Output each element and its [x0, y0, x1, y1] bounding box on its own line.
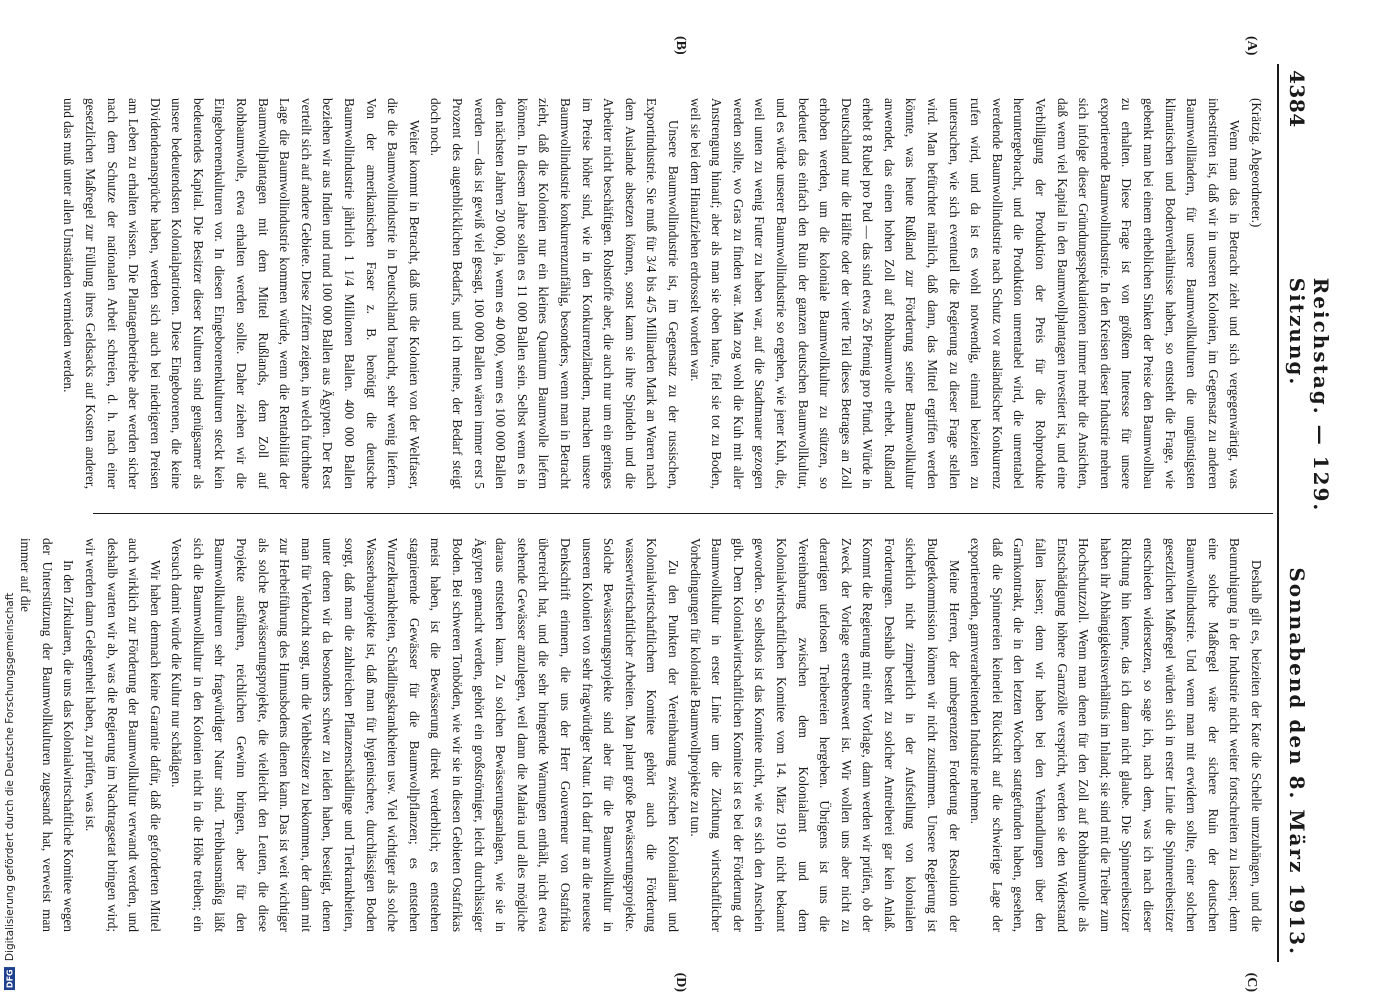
dfg-logo: DFG	[5, 969, 15, 988]
page-number: 4384	[1285, 70, 1309, 128]
speaker-heading: (Krätzig. Abgeordneter.)	[1249, 98, 1264, 228]
margin-mark-a: (A)	[1244, 36, 1259, 56]
paragraph: Unsere Baumwollindustrie ist, im Gegensatz zu der russischen, Exportindustrie. Sie muß für 3/4 bis 4/5 Milliarden Mark an Waren nach dem Auslande absetzen können, sonst kann sie ihre Spindeln und die Arbeiter nicht beschäftigen. Rohstoffe aber, die auch nur um ein geringes im Preise höher sind, wie in den Konkurrenzländern, machen unsere Baumwollindustrie konkurrenzunfähig, besonders, wenn man in Betracht zieht, daß die Kolonien nur ein kleines Quantum Baumwolle liefern können. In diesem Jahre sollen es 11 000 Ballen sein. Selbst wenn es in den nächsten Jahren 20 000, ja, wenn es 40 000, wenn es 100 000 Ballen werden — das ist gewiß viel gesagt, 100 000 Ballen wären immer erst 5 Prozent des augenblicklichen Bedarfs, und ich meine, der Bedarf steigt doch noch.	[428, 98, 681, 489]
page-header	[1277, 64, 1333, 962]
margin-mark-d: (D)	[673, 972, 688, 992]
session-date: Sonnabend den 8. März 1913.	[1285, 567, 1309, 956]
digitization-note: Digitalisierung gefördert durch die Deutsche Forschungsgemeinschaft	[4, 592, 16, 962]
paragraph: Deshalb gilt es, beizeiten der Kate die Schelle umzuhängen, und die Beunruhigung in der Industrie nicht weiter fortschreiten zu lassen; denn eine solche Maßregel wäre der sichere Ruin der deutschen Baumwollindustrie. Und wenn man mit erwidern sollte, einer solchen gesetzlichen Maßregel würden sich in erster Linie die Spinnereibesitzer entschieden widersetzen, so sage ich, nach dem, was ich nach dieser Richtung hin kenne, das ich daran nicht glaube. Die Spinnereibesitzer haben ihr Abhängigkeitsverhältnis im Inland; sie sind mit die Treiber zum Hochschutzzoll. Wenn man denen für den Zoll auf Rohbaumwolle als Entschädigung höhere Garnzölle verspricht, werden sie den Widerstand fallen lassen; denn wir haben bei den Verhandlungen über den Garnkontrakt, die in den letzten Wochen stattgefunden haben, gesehen, daß die Spinnereien keinerlei Rücksicht auf die schwierige Lage der exportierenden, garnverarbeitenden Industrie nehmen.	[968, 538, 1264, 932]
paragraph: Meine Herren, der umbegrenzten Forderung der Resolution der Budgetkommission können wir nicht zustimmen. Unsere Regierung ist sicherlich nicht zimperlich in der Aufstellung von kolonialen Forderungen. Deshalb besteht zu solcher Antreiberei gar kein Anlaß. Kommt die Regierung mit einer Vorlage, dann werden wir prüfen, ob der Zweck der Vorlage erstrebenswert ist. Wir wollen uns aber nicht zu derartigen uferlosen Treibereien hergeben. Übrigens ist uns die Vereinbarung zwischen dem Kolonialamt und dem Kolonialwirtschaftlichen Komitee vom 14. März 1910 nicht bekannt geworden. So selbstlos ist das Komitee nicht, wie es sich den Anschein gibt. Dem Kolonialwirtschaftlichen Komitee ist es bei der Förderung der Baumwollkultur in erster Linie um die Züchtung wirtschaftlicher Vorbedingungen für koloniale Baumwollprojekte zu tun.	[687, 538, 962, 932]
margin-mark-b: (B)	[673, 36, 688, 55]
paragraph: Weiter kommt in Betracht, daß uns die Kolonien von der Weltfaser, die die Baumwollindustrie in Deutschland braucht, sehr wenig liefern. Von der amerikanischen Faser z. B. benötigt die deutsche Baumwollindustrie jährlich 1 1/4 Millionen Ballen. 400 000 Ballen beziehen wir aus Indien und rund 100 000 Ballen aus Ägypten. Der Rest verteilt sich auf andere Gebiete. Diese Ziffern zeigen, in welch furchtbare Lage die Baumwollindustrie kommen würde, wenn die Rentabilität der Baumwollplantagen mit dem Mittel Rußlands, dem Zoll auf Rohbaumwolle, etwa erhalten werden sollte. Daher ziehen wir die Eingeborenenkulturen vor. In diesen Eingeborenenkulturen steckt kein bedeutendes Kapital. Die Besitzer dieser Kulturen sind genügsamer als unsere bedeutendsten Kolonialpatrioten. Diese Eingeborenen, die keine Dividendenansprüche haben, werden sich auch bei niedrigeren Preisen am Leben zu erhalten wissen. Die Plantagenbetriebe aber werden sicher nach dem Schutze der nationalen Arbeit schreien, d. h. nach einer gesetzlichen Maßregel zur Füllung ihres Geldsacks auf Kosten anderer, und das muß unter allen Umständen vermieden werden.	[61, 98, 422, 489]
right-column	[18, 513, 1273, 962]
session-title: Reichstag. — 129. Sitzung.	[1285, 277, 1333, 513]
paragraph: Wenn man das in Betracht zieht und sich vergegenwärtigt, was inbestritten ist, daß wir in unseren Kolonien, im Gegensatz zu anderen Baumwollländern, für unsere Baumwollkulturen die ungünstigsten klimatischen und Bodenverhältnisse haben, so entsteht die Frage, wie gebenkt man bei einem erheblichen Sinken der Preise den Baumwollbau zu erhalten. Diese Frage ist von größtem Interesse für unsere exportierende Baumwollindustrie. In den Kreisen dieser Industrie mehren sich infolge dieser Gründungsspekulationen immer mehr die Ansichten, daß wenn viel Kapital in den Baumwollplantagen investiert ist, und eine Verbilligung der Produktion der Preis für die Rohprodukte heruntergebracht, und die Produktion unrentabel wird, die unrentabel werdende Baumwollindustrie nach Schutz vor ausländischer Konkurrenz rufen wird, und da ist es wohl notwendig, einmal beizeiten zu untersuchen, wie sich eventuell die Regierung zu dieser Frage stellen wird. Man befürchtet nämlich, daß dann, das Mittel ergriffen werden könnte, was heute Rußland zur Förderung seiner Baumwollkultur anwendet, das einen hohen Zoll auf Rohbaumwolle erhebt. Rußland erhebt 8 Rubel pro Pud — das sind etwa 26 Pfennig pro Pfund. Würde in Deutschland nur die Hälfte oder der vierte Teil dieses Betrages an Zoll erhoben werden, um die koloniale Baumwollkultur zu stützen, so bedeutet das einfach den Ruin der ganzen deutschen Baumwollkultur, und es würde unserer Baumwollindustrie so ergehen, wie jener Kuh, die, weil unten zu wenig Futter zu haben war, auf die Stadtmauer gezogen werden sollte, wo Gras zu finden war. Man zog wohl die Kuh mit aller Anstrengung hinauf; aber als man sie oben hatte, fiel sie tot zu Boden, weil sie bei dem Hinaufziehen erdrosselt worden war.	[687, 98, 1243, 489]
left-column	[61, 64, 1273, 513]
paragraph: Zu den Punkten der Vereinbarung zwischen Kolonialamt und Kolonialwirtschaftlichem Komitee gehört auch die Förderung wasserwirtschaftlicher Arbeiten. Man plant große Bewässerungsprojekte. Solche Bewässerungsprojekte sind aber für die Baumwollkultur in unseren Kolonien von sehr fragwürdiger Natur. Ich darf nur an die neueste Denkschrift erinnern, die uns der Herr Gouverneur von Ostafrika überreicht hat, und die sehr bringende Warnungen enthält, nicht etwa stehende Gewässer anzulegen, weil dann die Malaria und alles mögliche daraus entstehen kann. Zu solchen Bewässerungsanlagen, wie sie in Ägypten gemacht werden, gehört ein großströmiger, leicht durchlässiger Boden. Bei schweren Tonböden, wie wir sie in diesen Gebieten Ostafrikas meist haben, ist die Bewässerung direkt verderblich; es entstehen stagnierende Gewässer für die Baumwollpflanzen; es entstehen Wurzelkrankheiten, Schädlingskrankheiten usw. Viel wichtiger als solche Wasserbauprojekte ist, daß man für hygienischere, durchlässigen Boden sorgt, daß man die zahlreichen Pflanzenschädlinge und Tierkrankheiten, unter denen wir da besonders schwer zu leiden haben, beseitigt, denen man für Viehzucht sorgt, um die Viehbesitzer zu bekommen, der dann mit zur Herbeiführung des Humusbodens dienen kann. Das ist weit wichtiger als solche Bewässerungsprojekte, die vielleicht den Leuten, die diese Projekte ausführen, reichlichen Gewinn bringen, aber für den Baumwollkulturen sehr fragwürdiger Natur sind. Treibhausmäßig läßt sich die Baumwollkultur in den Kolonien nicht in die Höhe treiben; ein Versuch damit würde die Kultur nur schädigen.	[169, 538, 681, 932]
paragraph: Wir haben demnach keine Garantie dafür, daß die geforderten Mittel auch wirklich zur Förderung der Baumwollkultur verwandt werden, und deshalb warten wir ab, was die Regierung im Nachtragsetat bringen wird; wir werden dann Gelegenheit haben, zu prüfen, was ist.	[82, 538, 163, 932]
text-columns	[18, 36, 1273, 992]
paragraph: In den Zirkularen, die uns das Kolonialwirtschaftliche Komitee wegen der Unterstützung der Baumwollkulturen zugesandt hat, verweist man immer auf die	[18, 538, 77, 932]
margin-mark-c: (C)	[1244, 972, 1259, 992]
